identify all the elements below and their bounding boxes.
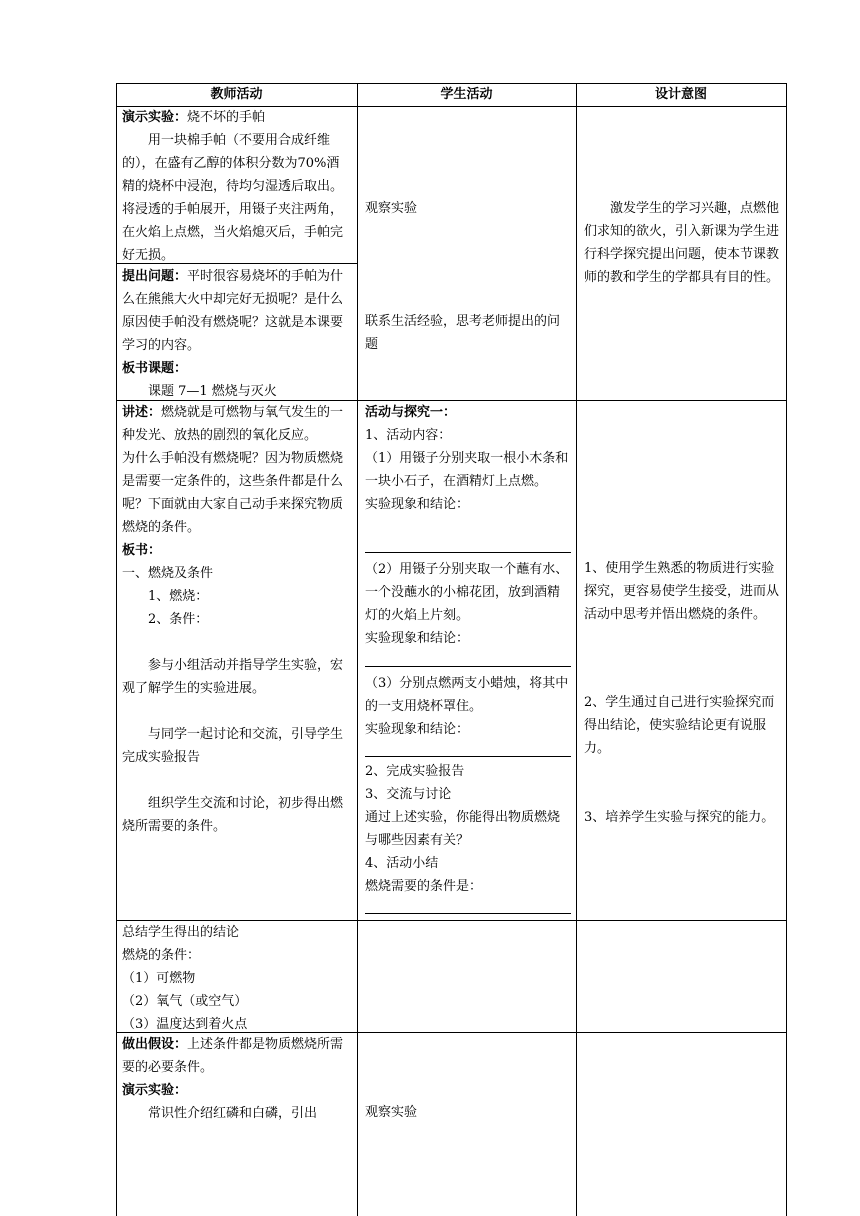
why-text: 为什么手帕没有燃烧呢？因为物质燃烧是需要一定条件的，这些条件都是什么呢？下面就由大家自己动手来探究物质燃烧的条件。 — [122, 451, 344, 535]
exp-3: （3）分别点燃两支小蜡烛，将其中的一支用烧杯罩住。 — [365, 676, 569, 714]
row1-student-think: 联系生活经验，思考老师提出的问题 — [365, 314, 561, 352]
header-teacher: 教师活动 — [210, 87, 263, 102]
answer-line-2 — [365, 666, 571, 667]
row2-intent-2: 2、学生通过自己进行实验探究而得出结论，使实验结论更有说服力。 — [584, 695, 775, 756]
row1-teacher-demo — [122, 106, 352, 267]
row4-demo-text: 常识性介绍红磷和白磷，引出 — [148, 1106, 318, 1121]
demo-title: 烧不坏的手帕 — [187, 110, 266, 125]
header-intent: 设计意图 — [654, 87, 707, 102]
activity-label: 活动与探究一： — [365, 405, 457, 420]
summary-label: 4、活动小结 — [365, 856, 439, 871]
row2-teacher — [122, 401, 352, 838]
question-text: 平时很容易烧坏的手帕为什么在熊熊大火中却完好无损呢？是什么原因使手帕没有燃烧呢？这就是本课要学习的内容。 — [122, 269, 344, 353]
teacher-para-2: 与同学一起讨论和交流，引导学生完成实验报告 — [122, 727, 344, 765]
row1-intent: 激发学生的学习兴趣，点燃他们求知的欲火，引入新课为学生进行科学探究提出问题，使本节课教师的教和学生的学都具有目的性。 — [584, 201, 780, 285]
row1-student-observe: 观察实验 — [365, 201, 418, 216]
row2-intent-1: 1、使用学生熟悉的物质进行实验探究，更容易使学生接受，进而从活动中思考并悟出燃烧的条件。 — [584, 561, 780, 622]
report-label: 2、完成实验报告 — [365, 764, 465, 779]
discuss-label: 3、交流与讨论 — [365, 787, 452, 802]
question-label: 提出问题： — [122, 269, 188, 284]
conclusion-title: 总结学生得出的结论 — [122, 925, 240, 940]
board-item-2: 1、燃烧： — [148, 589, 209, 604]
row2-student-exp3 — [365, 672, 572, 741]
condition-2: （2）氧气（或空气） — [122, 994, 248, 1009]
board-title-label: 板书课题： — [122, 361, 188, 376]
answer-line-3 — [365, 756, 571, 757]
board-title-text: 课题 7—1 燃烧与灭火 — [148, 384, 277, 399]
row4-teacher — [122, 1033, 352, 1125]
demo-text: 用一块棉手帕（不要用合成纤维的），在盛有乙醇的体积分数为70%酒精的烧杯中浸泡，待均匀湿透后取出。将浸透的手帕展开，用镊子夹注两角，在火焰上点燃，当火焰熄灭后，手帕完好无损。 — [122, 133, 344, 263]
summary-text: 燃烧需要的条件是： — [365, 879, 483, 894]
discuss-text: 通过上述实验，你能得出物质燃烧与哪些因素有关？ — [365, 810, 561, 848]
result-label-2: 实验现象和结论： — [365, 631, 470, 646]
exp-1: （1）用镊子分别夹取一根小木条和一块小石子，在酒精灯上点燃。 — [365, 451, 569, 489]
conclusion-sub: 燃烧的条件： — [122, 948, 201, 963]
row3-teacher — [122, 921, 352, 1036]
row4-student-observe: 观察实验 — [365, 1105, 418, 1120]
teacher-para-3: 组织学生交流和讨论，初步得出燃烧所需要的条件。 — [122, 796, 344, 834]
row4-demo-label: 演示实验： — [122, 1083, 188, 1098]
board-item-1: 一、燃烧及条件 — [122, 566, 214, 581]
content-label: 1、活动内容： — [365, 428, 452, 443]
row2-student — [365, 401, 572, 516]
exp-2: （2）用镊子分别夹取一个蘸有水、一个没蘸水的小棉花团，放到酒精灯的火焰上片刻。 — [365, 562, 569, 623]
hypothesis-label: 做出假设： — [122, 1037, 188, 1052]
explain-text: 燃烧就是可燃物与氧气发生的一种发光、放热的剧烈的氧化反应。 — [122, 405, 344, 443]
result-label-3: 实验现象和结论： — [365, 722, 470, 737]
board-label: 板书： — [122, 543, 162, 558]
teacher-para-1: 参与小组活动并指导学生实验，宏观了解学生的实验进展。 — [122, 658, 344, 696]
result-label-1: 实验现象和结论： — [365, 497, 470, 512]
condition-3: （3）温度达到着火点 — [122, 1017, 248, 1032]
board-item-3: 2、条件： — [148, 612, 209, 627]
row1-teacher-question — [122, 265, 352, 403]
row2-student-exp2 — [365, 558, 572, 650]
row2-student-report — [365, 760, 572, 898]
condition-1: （1）可燃物 — [122, 971, 196, 986]
answer-line-4 — [365, 913, 571, 914]
explain-label: 讲述： — [122, 405, 162, 420]
row2-intent-3: 3、培养学生实验与探究的能力。 — [584, 810, 775, 825]
header-student: 学生活动 — [440, 87, 493, 102]
answer-line-1 — [365, 552, 571, 553]
demo-label: 演示实验： — [122, 110, 188, 125]
hypothesis-text: 上述条件都是物质燃烧所需要的必要条件。 — [122, 1037, 344, 1075]
